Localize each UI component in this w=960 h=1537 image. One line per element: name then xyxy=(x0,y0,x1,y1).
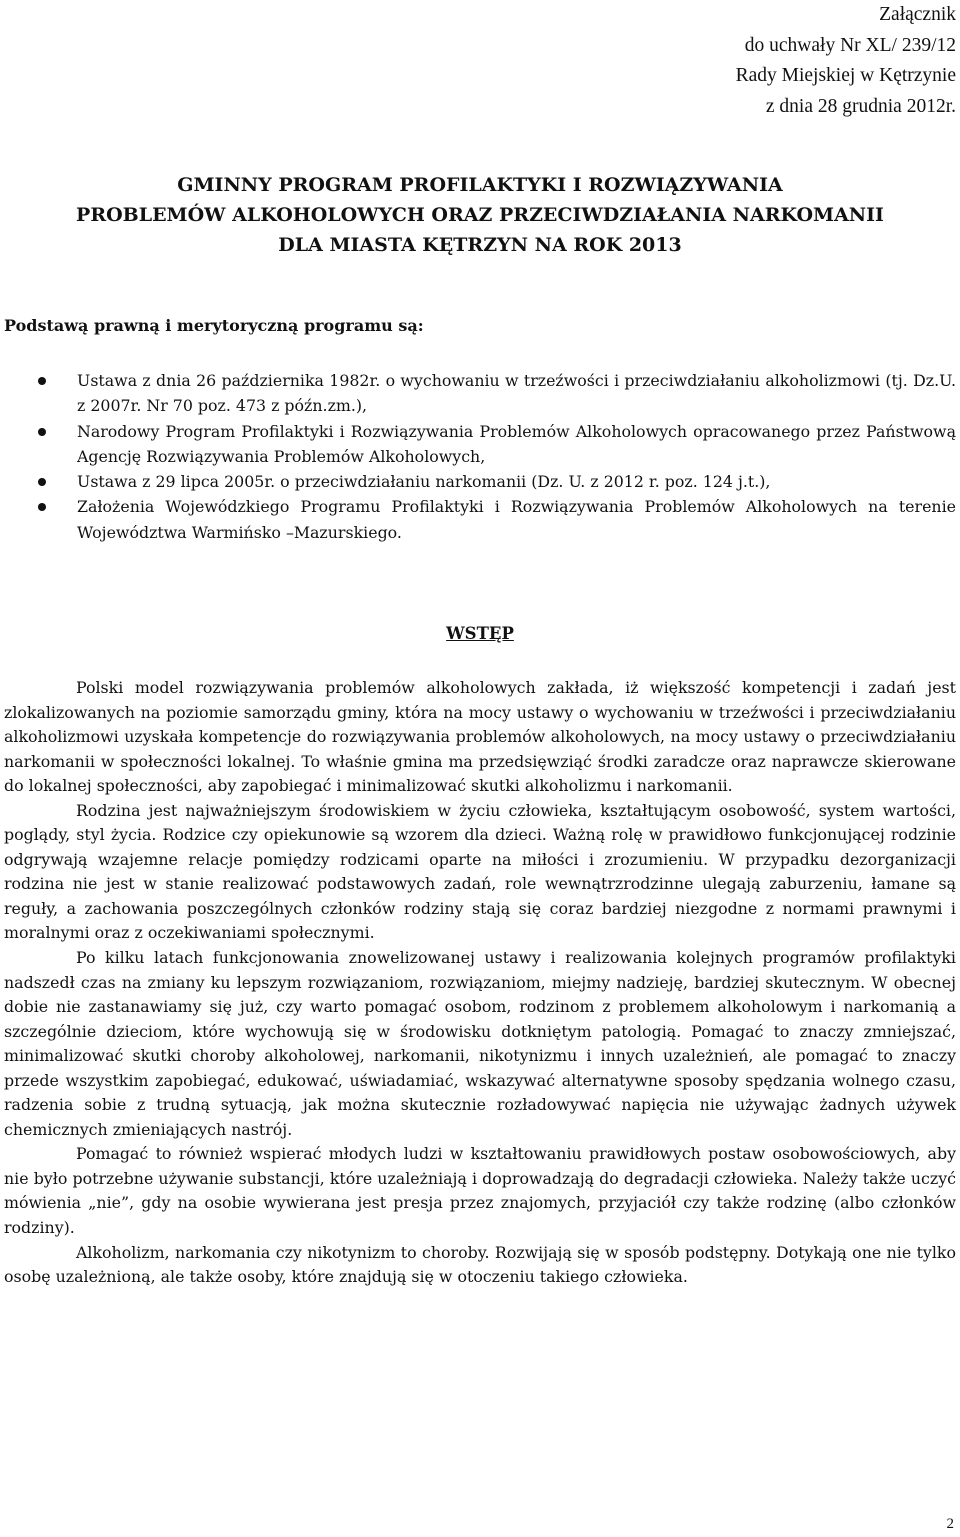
list-item xyxy=(0,419,960,470)
title-line-2: PROBLEMÓW ALKOHOLOWYCH ORAZ PRZECIWDZIAŁANIA NARKOMANII xyxy=(76,204,884,226)
list-item xyxy=(0,368,960,419)
introduction-body xyxy=(4,676,956,1290)
page-number: 2 xyxy=(946,1516,954,1532)
paragraph: Po kilku latach funkcjonowania znowelizowanej ustawy i realizowania kolejnych programów profilaktyki nadszedł czas na zmiany ku lepszym rozwiązaniom, rozwiązaniom, miejmy nadzieję, bardziej skutecznym. W obecnej dobie nie zastanawiamy się już, czy warto pomagać osobom, rodzinom z problemem alkoholowym i narkomanią a szczególnie dzieciom, które wychowują się w środowisku dotkniętym patologią. Pomagać to znaczy zmniejszać, minimalizować skutki choroby alkoholowej, narkomanii, nikotynizmu i innych uzależnień, ale pomagać to znaczy przede wszystkim zapobiegać, edukować, uświadamiać, wskazywać alternatywne sposoby spędzania wolnego czasu, radzenia sobie z trudną sytuacją, jak można skutecznie rozładowywać napięcia nie używając żadnych używek chemicznych zmieniających nastrój. xyxy=(4,948,956,1139)
section-heading-introduction: WSTĘP xyxy=(446,624,514,643)
header-line-date: z dnia 28 grudnia 2012r. xyxy=(765,95,956,117)
paragraph: Alkoholizm, narkomania czy nikotynizm to choroby. Rozwijają się w sposób podstępny. Dotykają one nie tylko osobę uzależnioną, ale także osoby, które znajdują się w otoczeniu takiego człowieka. xyxy=(4,1242,956,1287)
title-line-3: DLA MIASTA KĘTRZYN NA ROK 2013 xyxy=(278,234,682,256)
legal-basis-heading: Podstawą prawną i merytoryczną programu są: xyxy=(4,316,424,335)
header-line-attachment: Załącznik xyxy=(879,4,956,25)
bullet-icon xyxy=(38,503,46,511)
bullet-icon xyxy=(38,428,46,436)
list-item-text: Narodowy Program Profilaktyki i Rozwiązywania Problemów Alkoholowych opracowanego przez Państwową Agencję Rozwiązywania Problemów Alkoholowych, xyxy=(77,421,956,466)
list-item xyxy=(0,469,960,494)
list-item-text: Założenia Wojewódzkiego Programu Profilaktyki i Rozwiązywania Problemów Alkoholowych na terenie Województwa Warmińsko –Mazurskiego. xyxy=(77,497,956,542)
paragraph: Pomagać to również wspierać młodych ludzi w kształtowaniu prawidłowych postaw osobowościowych, aby nie było potrzebne używanie substancji, które uzależniają i doprowadzają do degradacji człowieka. Należy także uczyć mówienia „nie”, gdy na osobie wywierana jest presja przez znajomych, przyjaciół czy także rodzinę (albo członków rodziny). xyxy=(4,1144,956,1238)
attachment-header xyxy=(736,0,956,122)
paragraph: Rodzina jest najważniejszym środowiskiem w życiu człowieka, kształtującym osobowość, system wartości, poglądy, styl życia. Rodzice czy opiekunowie są wzorem dla dzieci. Ważną rolę w prawidłowo funkcjonującej rodzinie odgrywają wzajemne relacje pomiędzy rodzicami oparte na miłości i zrozumieniu. W przypadku dezorganizacji rodzina nie jest w stanie realizować podstawowych zadań, role wewnątrzrodzinne ulegają zaburzeniu, łamane są reguły, a zachowania poszczególnych członków rodziny stają się coraz bardziej niezgodne z normami prawnymi i moralnymi oraz z oczekiwaniami społecznymi. xyxy=(4,800,956,943)
list-item-text: Ustawa z 29 lipca 2005r. o przeciwdziałaniu narkomanii (Dz. U. z 2012 r. poz. 124 j.t.), xyxy=(77,472,771,492)
bullet-icon xyxy=(38,377,46,385)
header-line-council: Rady Miejskiej w Kętrzynie xyxy=(735,65,956,86)
list-item xyxy=(0,494,960,545)
bullet-icon xyxy=(38,478,46,486)
title-line-1: GMINNY PROGRAM PROFILAKTYKI I ROZWIĄZYWANIA xyxy=(177,174,783,196)
paragraph: Polski model rozwiązywania problemów alkoholowych zakłada, iż większość kompetencji i zadań jest zlokalizowanych na poziomie samorządu gminy, która na mocy ustawy o wychowaniu w trzeźwości i przeciwdziałaniu alkoholizmowi uzyskała kompetencje do rozwiązywania problemów alkoholowych, na mocy ustawy o przeciwdziałaniu narkomanii w społeczności lokalnej. To właśnie gmina ma przedsięwziąć środki zaradcze oraz naprawcze skierowane do lokalnej społeczności, aby zapobiegać i minimalizować skutki alkoholizmu i narkomanii. xyxy=(4,678,956,796)
legal-basis-list xyxy=(0,368,960,545)
list-item-text: Ustawa z dnia 26 października 1982r. o wychowaniu w trzeźwości i przeciwdziałaniu alkoholizmowi (tj. Dz.U. z 2007r. Nr 70 poz. 473 z późn.zm.), xyxy=(77,371,956,416)
header-line-resolution: do uchwały Nr XL/ 239/12 xyxy=(744,34,956,56)
document-title xyxy=(0,170,960,260)
